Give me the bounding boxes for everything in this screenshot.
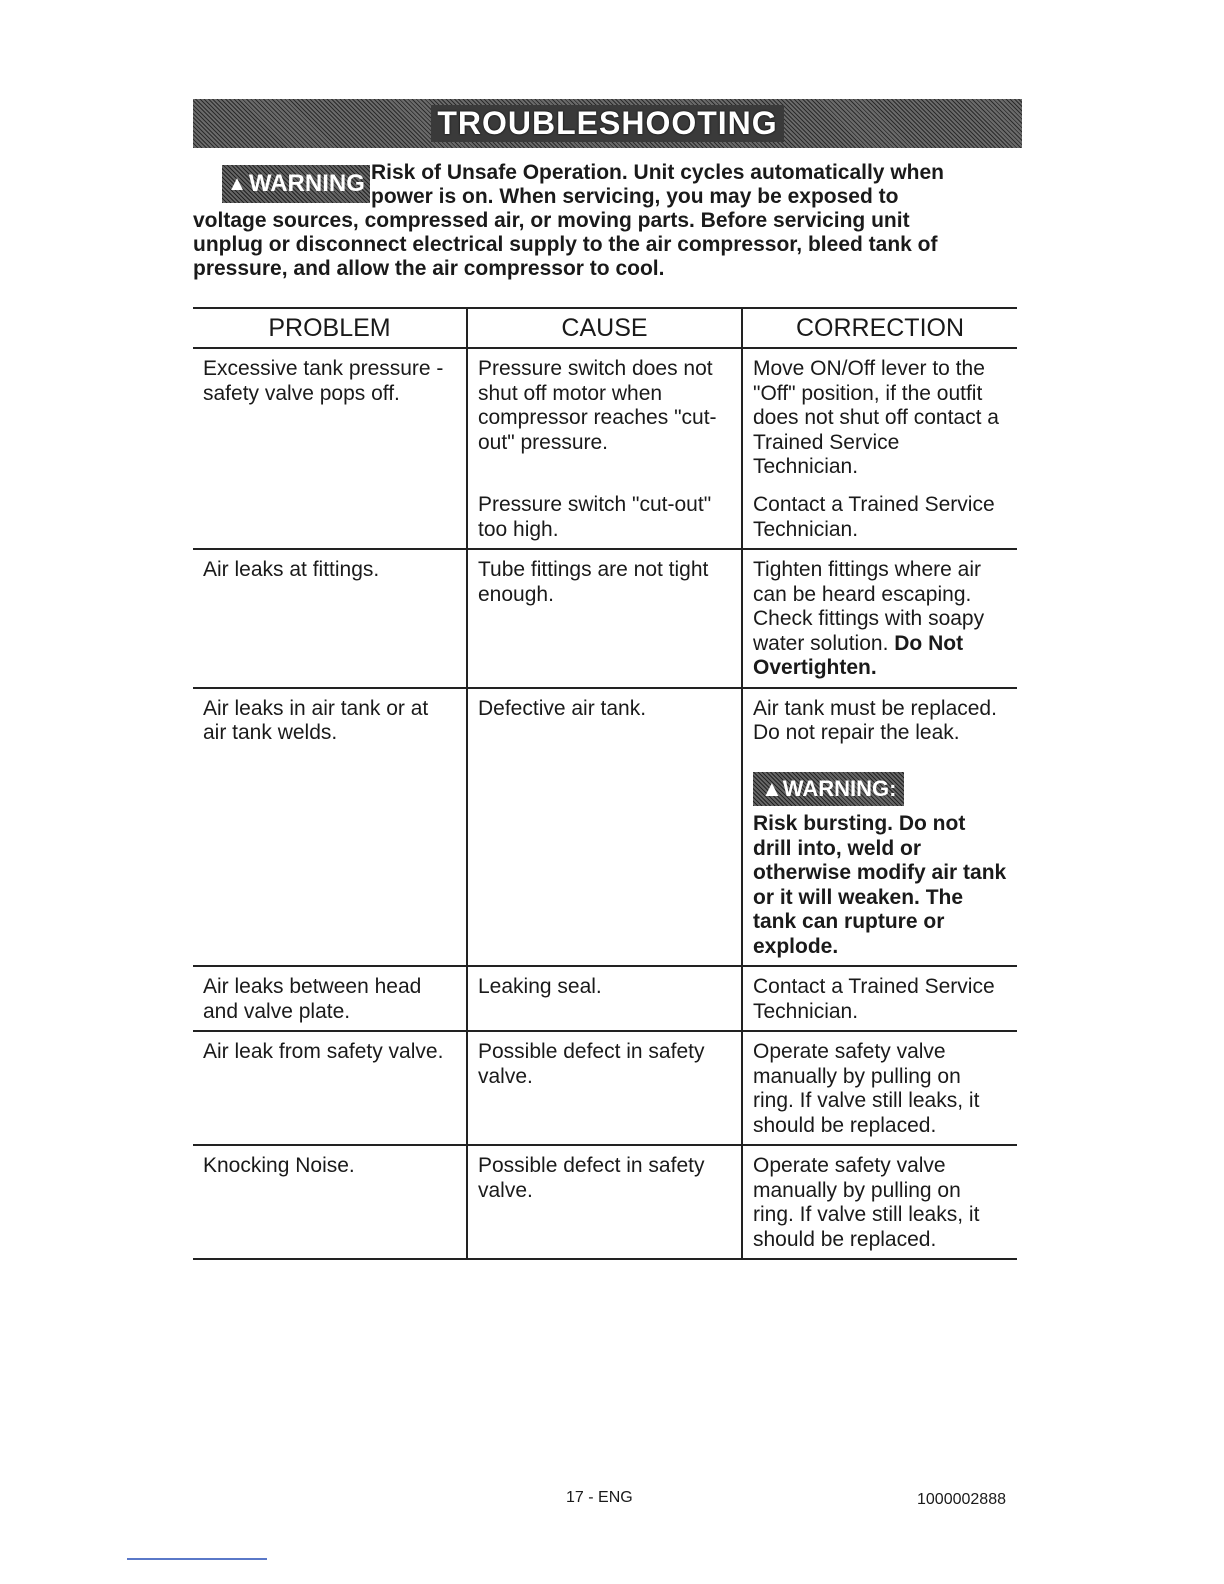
cause-cell: [467, 688, 742, 967]
problem-cell: [193, 1145, 467, 1259]
correction-text: Air tank must be replaced. Do not repair the leak.: [753, 696, 997, 744]
troubleshooting-banner: [193, 99, 1022, 148]
problem-cell: [193, 348, 467, 549]
page-title: TROUBLESHOOTING: [431, 105, 783, 142]
tank-warning-badge: [753, 772, 904, 807]
warning-text-line-3: voltage sources, compressed air, or moving parts. Before servicing unit: [193, 209, 910, 232]
cause-cell: [467, 966, 742, 1031]
correction-cell: [742, 688, 1017, 967]
cause-text: Leaking seal.: [478, 975, 602, 998]
problem-cell: [193, 549, 467, 688]
document-code: 1000002888: [917, 1491, 1006, 1508]
problem-text: Air leaks at fittings.: [203, 558, 380, 581]
problem-cell: [193, 966, 467, 1031]
problem-text: Excessive tank pressure - safety valve pops off.: [203, 357, 444, 405]
warning-text-line-4: unplug or disconnect electrical supply to the air compressor, bleed tank of: [193, 233, 938, 256]
problem-cell: [193, 688, 467, 967]
warning-text-line-2: power is on. When servicing, you may be exposed to: [371, 185, 899, 208]
table-row: [193, 688, 1017, 967]
problem-text: Air leaks in air tank or at air tank welds.: [203, 696, 429, 744]
correction-text: Operate safety valve manually by pulling on ring. If valve still leaks, it should be replaced.: [753, 1154, 980, 1251]
warning-text-line-5: pressure, and allow the air compressor to cool.: [193, 257, 665, 280]
cause-cell: [467, 1031, 742, 1145]
correction-emphasis: Do Not Overtighten.: [753, 631, 964, 679]
correction-cell: [742, 1031, 1017, 1145]
cause-text: Possible defect in safety valve.: [478, 1040, 705, 1088]
warning-text-line-1: Risk of Unsafe Operation. Unit cycles automatically when: [371, 161, 944, 184]
cause-text: Defective air tank.: [478, 696, 647, 720]
correction-cell: [742, 966, 1017, 1031]
cause-cell: [467, 1145, 742, 1259]
correction-text: Tighten fittings where air can be heard escaping. Check fittings with soapy water solution.: [753, 558, 985, 655]
problem-text: Air leak from safety valve.: [203, 1040, 444, 1063]
warning-triangle-icon: ▲: [227, 172, 247, 195]
column-header-cause: CAUSE: [467, 308, 742, 348]
correction-cell: [742, 549, 1017, 688]
correction-text: Move ON/Off lever to the "Off" position, if the outfit does not shut off contact a Trained Service Technician.: [753, 357, 999, 478]
cause-text: Possible defect in safety valve.: [478, 1154, 705, 1202]
table-header-row: [193, 308, 1017, 348]
cause-cell: [467, 348, 742, 549]
cause-text: Tube fittings are not tight enough.: [478, 558, 709, 606]
table-row: [193, 549, 1017, 688]
table-row: [193, 1145, 1017, 1259]
table-row: [193, 1031, 1017, 1145]
column-header-correction: CORRECTION: [742, 308, 1017, 348]
correction-text: Contact a Trained Service Technician.: [753, 975, 995, 1023]
table-row: [193, 966, 1017, 1031]
table-row: [193, 348, 1017, 549]
warning-badge-label: WARNING: [248, 170, 365, 197]
problem-text: Knocking Noise.: [203, 1154, 355, 1177]
troubleshooting-table: [193, 307, 1017, 1260]
cause-cell: [467, 549, 742, 688]
correction-text: Contact a Trained Service Technician.: [753, 493, 995, 541]
warning-badge: [222, 165, 370, 203]
column-header-problem: PROBLEM: [193, 308, 467, 348]
problem-text: Air leaks between head and valve plate.: [203, 975, 422, 1023]
correction-text: Operate safety valve manually by pulling on ring. If valve still leaks, it should be replaced.: [753, 1040, 980, 1137]
problem-cell: [193, 1031, 467, 1145]
tank-warning-text: Risk bursting. Do not drill into, weld or otherwise modify air tank or it will weaken. The tank can rupture or explode.: [753, 812, 1007, 958]
page-number: 17 - ENG: [566, 1489, 633, 1506]
correction-cell: [742, 348, 1017, 549]
cause-text: Pressure switch does not shut off motor when compressor reaches "cut-out" pressure.: [478, 357, 717, 454]
cause-text: Pressure switch "cut-out" too high.: [478, 493, 712, 541]
correction-cell: [742, 1145, 1017, 1259]
tank-warning-label: WARNING:: [782, 775, 897, 801]
bottom-rule: [127, 1558, 267, 1560]
warning-triangle-icon: ▲: [761, 775, 783, 801]
